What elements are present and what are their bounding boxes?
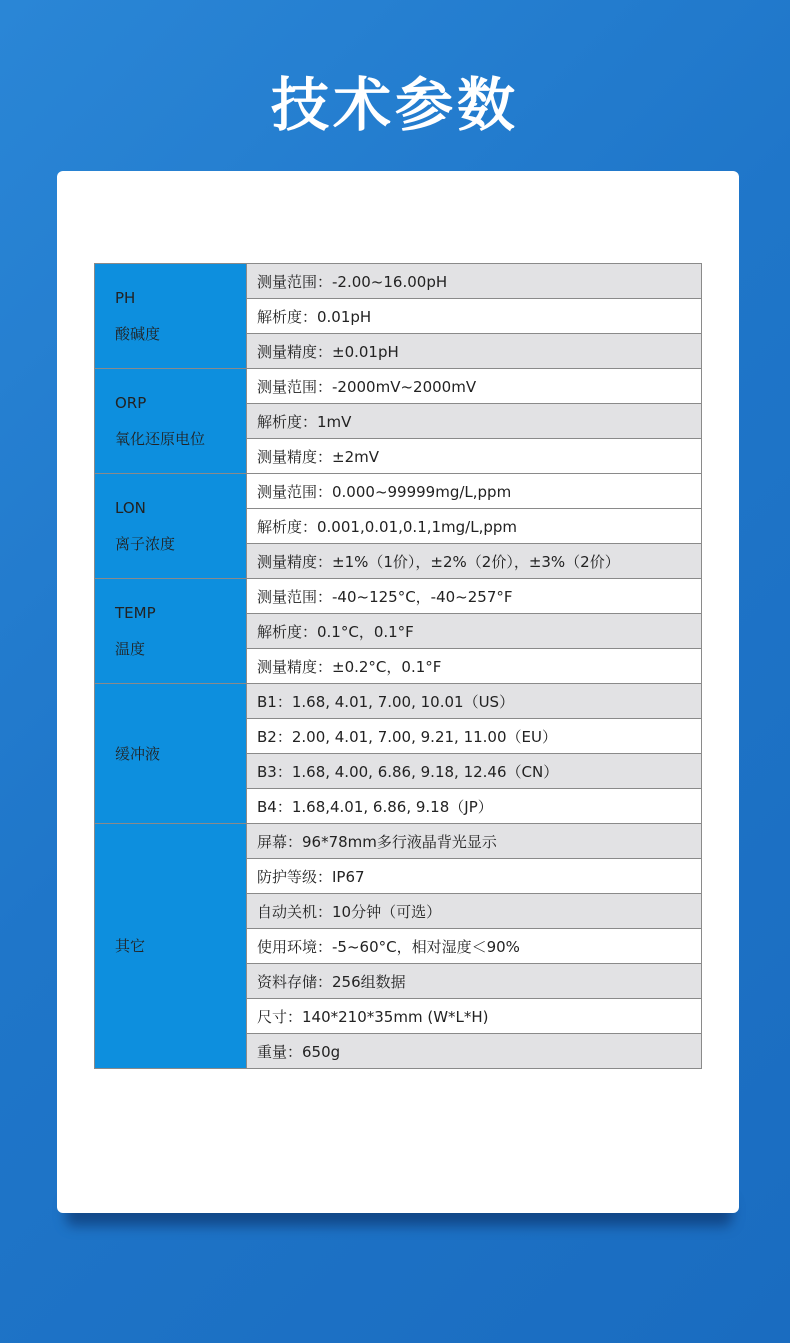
category-cell-buffer bbox=[95, 684, 247, 824]
category-cell-orp bbox=[95, 369, 247, 474]
spec-value: 尺寸：140*210*35mm (W*L*H) bbox=[247, 999, 702, 1034]
spec-value: 防护等级：IP67 bbox=[247, 859, 702, 894]
category-desc: 酸碱度 bbox=[115, 325, 161, 343]
table-row bbox=[95, 824, 702, 859]
category-desc: 温度 bbox=[115, 640, 146, 658]
category-name: 其它 bbox=[115, 937, 146, 955]
page-title: 技术参数 bbox=[270, 71, 519, 139]
spec-value: 测量精度：±0.01pH bbox=[247, 334, 702, 369]
spec-value: 测量范围：-40~125°C，-40~257°F bbox=[247, 579, 702, 614]
category-desc: 离子浓度 bbox=[115, 535, 176, 553]
spec-value: 屏幕：96*78mm多行液晶背光显示 bbox=[247, 824, 702, 859]
category-name: LON bbox=[115, 499, 146, 517]
table-row bbox=[95, 264, 702, 299]
table-row bbox=[95, 474, 702, 509]
table-row bbox=[95, 579, 702, 614]
spec-value: 解析度：0.01pH bbox=[247, 299, 702, 334]
category-cell-lon bbox=[95, 474, 247, 579]
spec-value: 测量范围：0.000~99999mg/L,ppm bbox=[247, 474, 702, 509]
spec-value: 使用环境：-5~60°C，相对湿度＜90% bbox=[247, 929, 702, 964]
spec-value: 自动关机：10分钟（可选） bbox=[247, 894, 702, 929]
spec-value: B4：1.68,4.01, 6.86, 9.18（JP） bbox=[247, 789, 702, 824]
table-row bbox=[95, 684, 702, 719]
spec-value: B2：2.00, 4.01, 7.00, 9.21, 11.00（EU） bbox=[247, 719, 702, 754]
category-cell-temp bbox=[95, 579, 247, 684]
spec-value: 测量范围：-2.00~16.00pH bbox=[247, 264, 702, 299]
category-name: TEMP bbox=[115, 604, 156, 622]
category-desc: 氧化还原电位 bbox=[115, 430, 206, 448]
spec-value: 测量精度：±0.2°C，0.1°F bbox=[247, 649, 702, 684]
spec-value: 测量精度：±2mV bbox=[247, 439, 702, 474]
spec-value: 测量精度：±1%（1价），±2%（2价），±3%（2价） bbox=[247, 544, 702, 579]
spec-value: B1：1.68, 4.01, 7.00, 10.01（US） bbox=[247, 684, 702, 719]
spec-table bbox=[94, 263, 702, 1069]
spec-value: B3：1.68, 4.00, 6.86, 9.18, 12.46（CN） bbox=[247, 754, 702, 789]
category-cell-ph bbox=[95, 264, 247, 369]
category-name: 缓冲液 bbox=[115, 744, 161, 763]
spec-value: 资料存储：256组数据 bbox=[247, 964, 702, 999]
spec-value: 测量范围：-2000mV~2000mV bbox=[247, 369, 702, 404]
category-name: PH bbox=[115, 289, 136, 307]
spec-value: 解析度：1mV bbox=[247, 404, 702, 439]
table-row bbox=[95, 369, 702, 404]
category-name: ORP bbox=[115, 394, 147, 412]
spec-value: 解析度：0.1°C，0.1°F bbox=[247, 614, 702, 649]
spec-value: 解析度：0.001,0.01,0.1,1mg/L,ppm bbox=[247, 509, 702, 544]
category-cell-other bbox=[95, 824, 247, 1069]
spec-value: 重量：650g bbox=[247, 1034, 702, 1069]
